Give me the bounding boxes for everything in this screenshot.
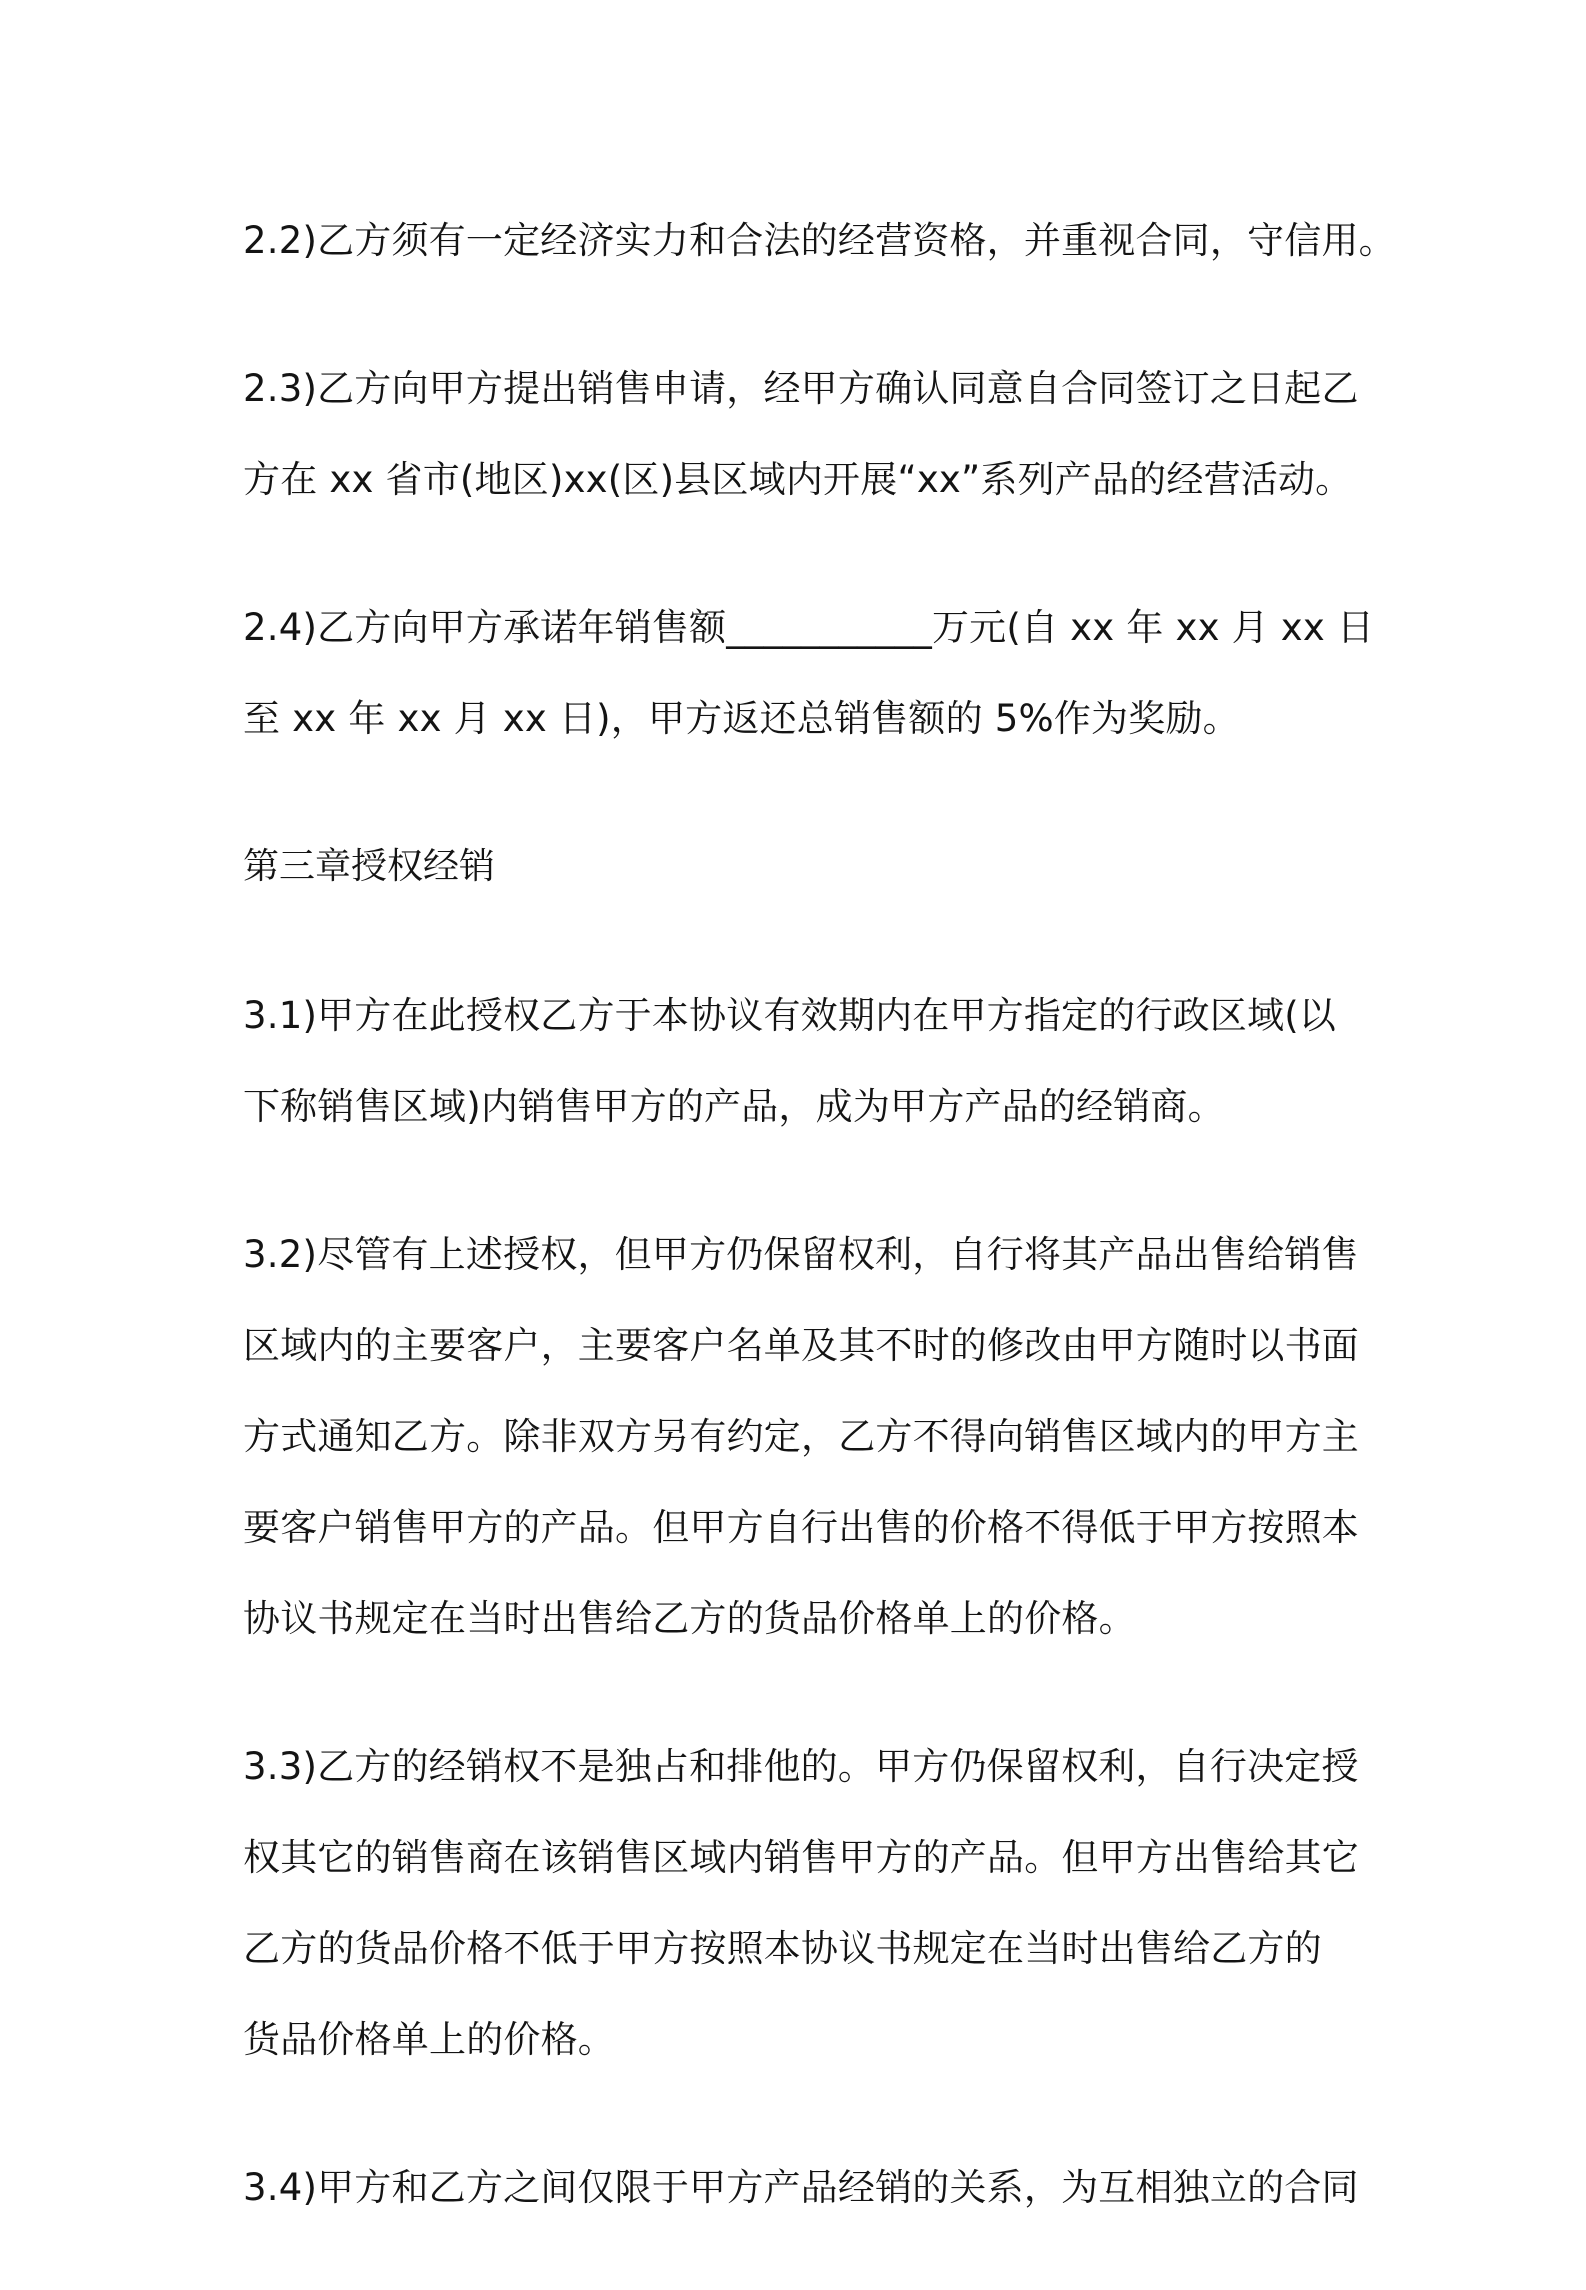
text-line: 2.4)乙方向甲方承诺年销售额___________万元(自 xx 年 xx 月 xx 日 (243, 606, 1375, 649)
text-line: 权其它的销售商在该销售区域内销售甲方的产品。但甲方出售给其它 (243, 1836, 1359, 1879)
clause-2-2 (243, 195, 1396, 286)
text-line: 协议书规定在当时出售给乙方的货品价格单上的价格。 (243, 1597, 1136, 1640)
text-line: 3.1)甲方在此授权乙方于本协议有效期内在甲方指定的行政区域(以 (243, 994, 1337, 1037)
clause-3-3 (243, 1721, 1363, 2085)
document-body (243, 195, 1396, 2290)
text-line: 方在 xx 省市(地区)xx(区)县区域内开展“xx”系列产品的经营活动。 (243, 458, 1353, 501)
text-line: 下称销售区域)内销售甲方的产品，成为甲方产品的经销商。 (243, 1085, 1225, 1128)
text-line: 区域内的主要客户，主要客户名单及其不时的修改由甲方随时以书面 (243, 1324, 1359, 1367)
clause-3-1 (243, 970, 1363, 1152)
text-line: 2.3)乙方向甲方提出销售申请，经甲方确认同意自合同签订之日起乙 (243, 367, 1359, 410)
text-line: 要客户销售甲方的产品。但甲方自行出售的价格不得低于甲方按照本 (243, 1506, 1359, 1549)
clause-3-4 (243, 2142, 1363, 2233)
chapter-heading: 第三章授权经销 (243, 846, 496, 887)
text-line: 3.3)乙方的经销权不是独占和排他的。甲方仍保留权利，自行决定授 (243, 1745, 1359, 1788)
text-line: 2.2)乙方须有一定经济实力和合法的经营资格，并重视合同，守信用。 (243, 219, 1396, 262)
text-line: 货品价格单上的价格。 (243, 2018, 615, 2061)
text-line: 3.4)甲方和乙方之间仅限于甲方产品经销的关系，为互相独立的合同 (243, 2166, 1359, 2209)
text-line: 3.2)尽管有上述授权，但甲方仍保留权利，自行将其产品出售给销售 (243, 1233, 1359, 1276)
text-line: 乙方的货品价格不低于甲方按照本协议书规定在当时出售给乙方的 (243, 1927, 1322, 1970)
clause-2-4 (243, 582, 1375, 764)
clause-2-3 (243, 343, 1363, 525)
clause-3-2 (243, 1209, 1363, 1664)
text-line: 方式通知乙方。除非双方另有约定，乙方不得向销售区域内的甲方主 (243, 1415, 1359, 1458)
text-line: 至 xx 年 xx 月 xx 日)，甲方返还总销售额的 5%作为奖励。 (243, 697, 1240, 740)
